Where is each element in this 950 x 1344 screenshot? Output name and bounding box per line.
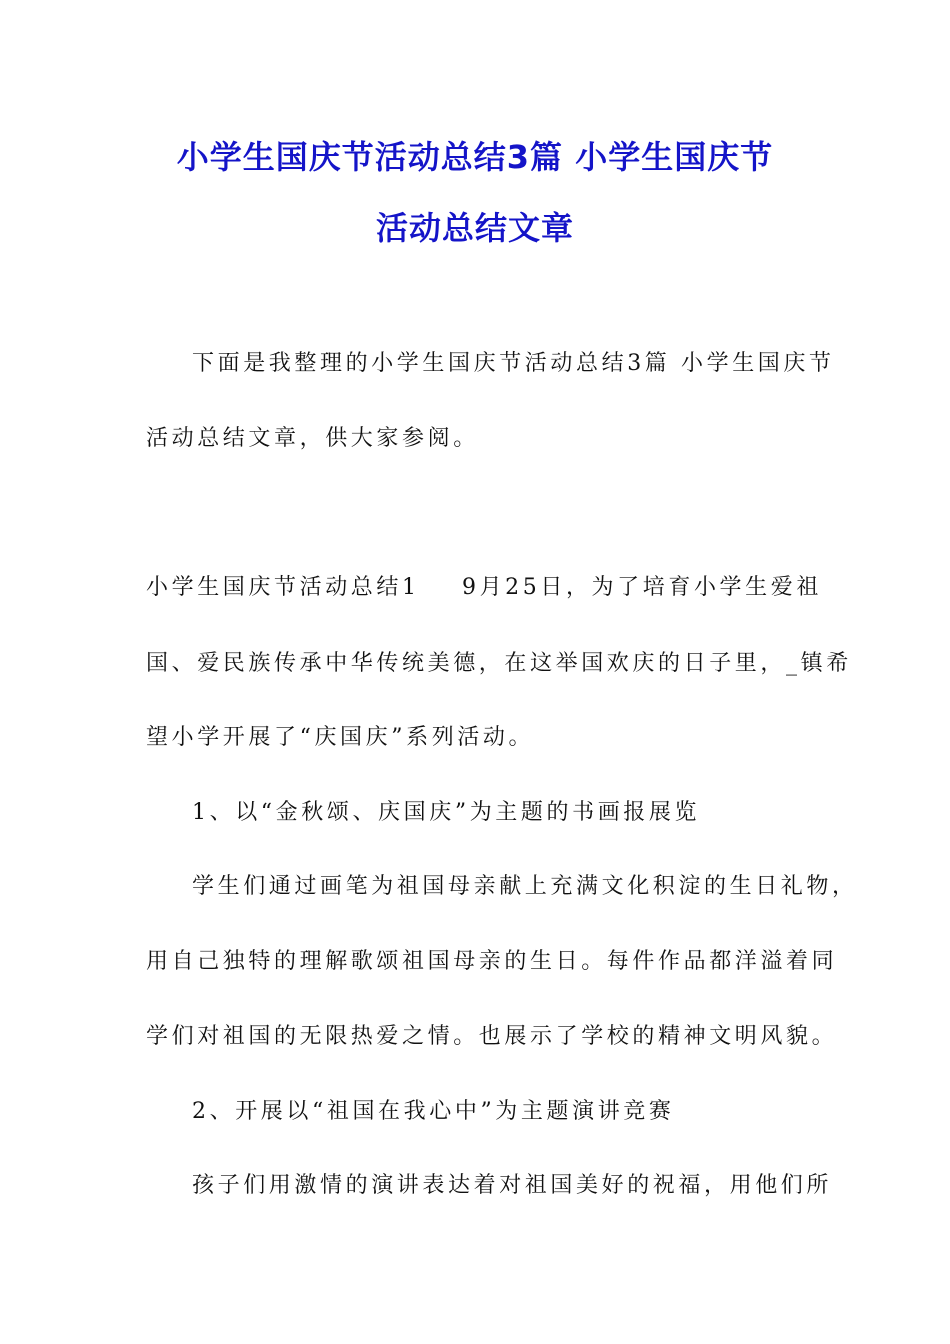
paragraph-line: 学生们通过画笔为祖国母亲献上充满文化积淀的生日礼物， xyxy=(192,874,858,899)
paragraph-line: 望小学开展了“庆国庆”系列活动。 xyxy=(146,725,535,750)
section-heading: 2、开展以“祖国在我心中”为主题演讲竞赛 xyxy=(192,1099,675,1124)
document-title-line-1: 小学生国庆节活动总结3篇 小学生国庆节 xyxy=(176,138,774,176)
paragraph-line: 下面是我整理的小学生国庆节活动总结3篇 小学生国庆节 xyxy=(192,351,835,376)
paragraph-line: 孩子们用激情的演讲表达着对祖国美好的祝福，用他们所 xyxy=(192,1173,833,1198)
section-heading: 1、以“金秋颂、庆国庆”为主题的书画报展览 xyxy=(192,800,701,825)
paragraph-line: 小学生国庆节活动总结1 9月25日，为了培育小学生爱祖 xyxy=(146,575,822,600)
paragraph-line: 活动总结文章，供大家参阅。 xyxy=(146,426,479,451)
paragraph-line: 用自己独特的理解歌颂祖国母亲的生日。每件作品都洋溢着同 xyxy=(146,949,838,974)
document-title-line-2: 活动总结文章 xyxy=(375,209,574,247)
paragraph-line: 学们对祖国的无限热爱之情。也展示了学校的精神文明风貌。 xyxy=(146,1024,838,1049)
paragraph-line: 国、爱民族传承中华传统美德，在这举国欢庆的日子里，_镇希 xyxy=(146,651,852,676)
